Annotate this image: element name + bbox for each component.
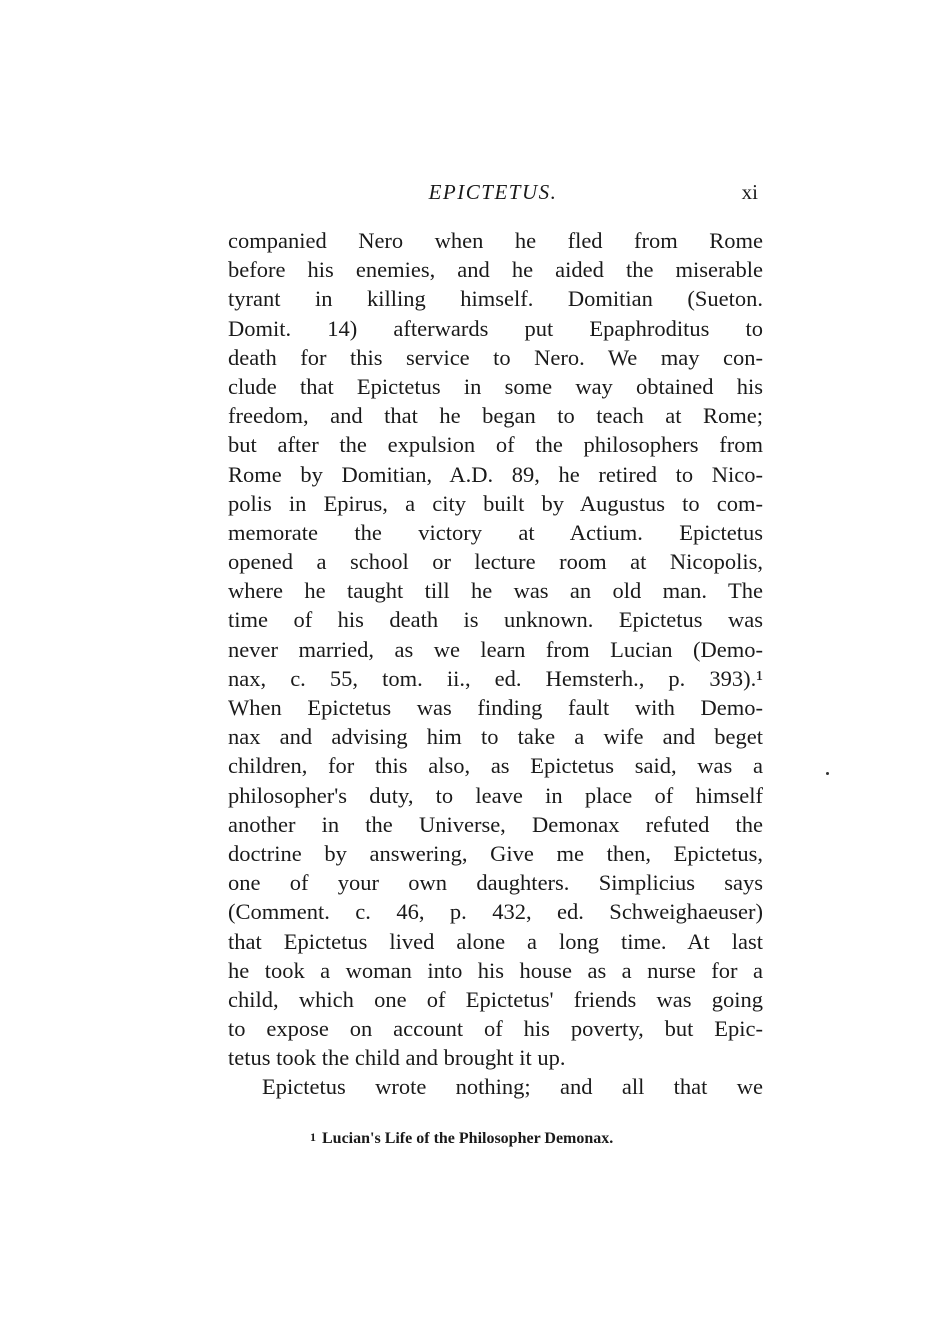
text-line: tetus took the child and brought it up.	[228, 1045, 566, 1071]
text-line: Domit. 14) afterwards put Epaphroditus to	[228, 315, 763, 341]
footnote-text: Lucian's Life of the Philosopher Demonax.	[322, 1130, 614, 1147]
text-line: another in the Universe, Demonax refuted the	[228, 811, 763, 837]
text-line: memorate the victory at Actium. Epictetus	[228, 519, 763, 545]
text-line: death for this service to Nero. We may con-	[228, 344, 763, 370]
text-line: but after the expulsion of the philosophers from	[228, 432, 763, 458]
text-line: to expose on account of his poverty, but Epic-	[228, 1016, 763, 1042]
page-number: xi	[741, 180, 758, 204]
text-line: children, for this also, as Epictetus said, was a	[228, 753, 763, 779]
text-line: (Comment. c. 46, p. 432, ed. Schweighaeuser)	[228, 899, 763, 925]
text-line: When Epictetus was finding fault with Demo-	[228, 695, 763, 720]
text-line: clude that Epictetus in some way obtained his	[228, 373, 763, 399]
text-line: tyrant in killing himself. Domitian (Sueton.	[228, 286, 763, 312]
footnote	[310, 1130, 613, 1148]
text-line: nax and advising him to take a wife and beget	[228, 724, 763, 750]
body-text	[228, 226, 763, 1102]
scan-speck	[826, 772, 829, 775]
paragraph-start-line: Epictetus wrote nothing; and all that we	[262, 1074, 763, 1100]
text-line: philosopher's duty, to leave in place of himself	[228, 782, 763, 808]
text-line: freedom, and that he began to teach at Rome;	[228, 403, 763, 429]
text-line: he took a woman into his house as a nurse for a	[228, 957, 763, 983]
text-line: time of his death is unknown. Epictetus was	[228, 607, 763, 633]
text-line: before his enemies, and he aided the miserable	[228, 257, 763, 283]
text-line: one of your own daughters. Simplicius says	[228, 870, 763, 896]
text-line: companied Nero when he fled from Rome	[228, 228, 763, 253]
text-line: where he taught till he was an old man. The	[228, 578, 763, 604]
running-title: EPICTETUS.	[428, 180, 558, 204]
text-line: polis in Epirus, a city built by Augustus to com-	[228, 490, 763, 516]
text-line: doctrine by answering, Give me then, Epictetus,	[228, 840, 763, 866]
text-line: Rome by Domitian, A.D. 89, he retired to Nico-	[228, 461, 763, 487]
running-head	[228, 180, 758, 214]
text-line: never married, as we learn from Lucian (Demo-	[228, 636, 763, 662]
text-line: opened a school or lecture room at Nicopolis,	[228, 549, 763, 575]
text-line: child, which one of Epictetus' friends was going	[228, 986, 763, 1012]
text-line: nax, c. 55, tom. ii., ed. Hemsterh., p. 393).¹	[228, 665, 763, 691]
text-line: that Epictetus lived alone a long time. At last	[228, 928, 763, 954]
footnote-marker: 1	[310, 1130, 316, 1144]
